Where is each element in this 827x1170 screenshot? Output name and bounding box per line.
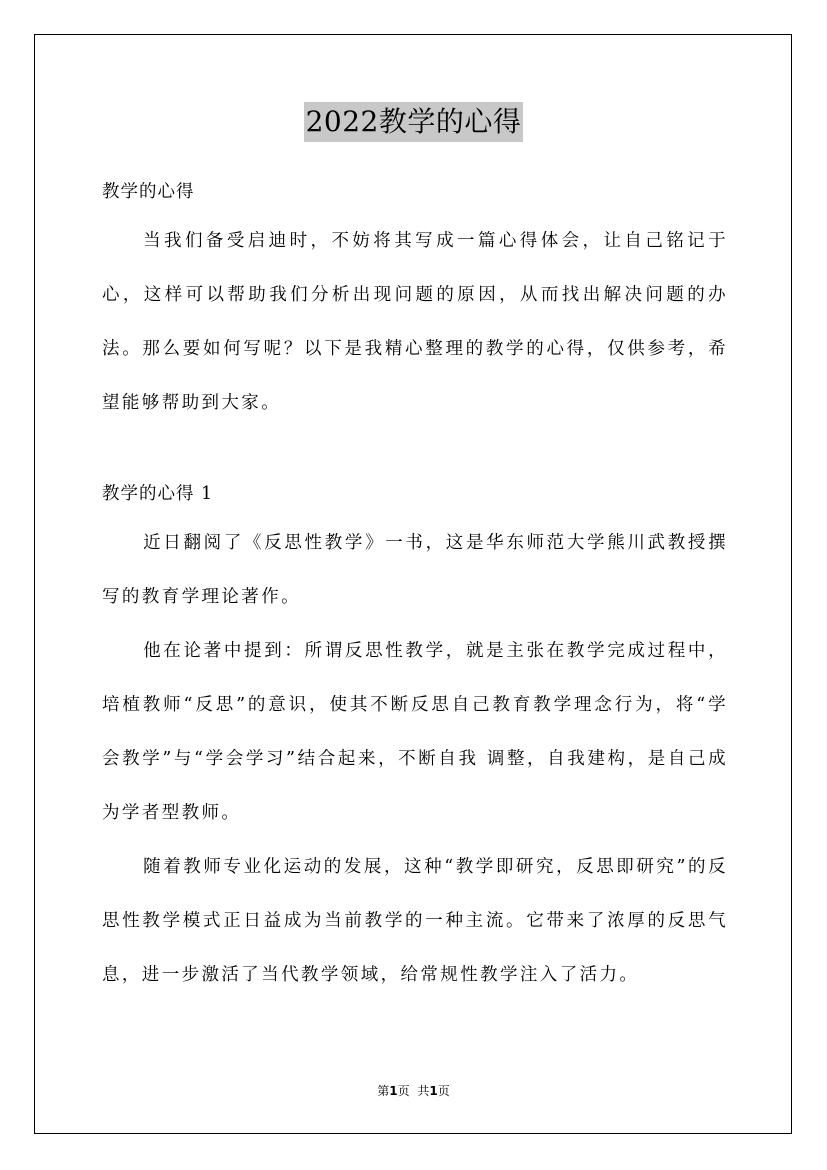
section1-heading: 教学的心得 1 (102, 484, 214, 504)
document-title: 2022教学的心得 (304, 102, 524, 142)
footer-prefix: 第 (377, 1084, 390, 1098)
title-container (0, 102, 827, 142)
intro-heading: 教学的心得 (102, 182, 195, 202)
section1-paragraph-1: 近日翻阅了《反思性教学》一书，这是华东师范大学熊川武教授撰写的教育学理论著作。 (102, 533, 728, 607)
footer-page-suffix: 页 (397, 1084, 410, 1098)
footer-page-number: 1 (389, 1084, 398, 1098)
page-footer (0, 1082, 827, 1100)
document-body (102, 172, 728, 1002)
footer-total-suffix: 页 (437, 1084, 450, 1098)
section1-paragraph-2: 他在论著中提到：所谓反思性教学，就是主张在教学完成过程中，培植教师“反思”的意识，使其不断反思自己教育教学理念行为，将“学会教学”与“学会学习”结合起来，不断自我 调整，自我建构，是自己成为学者型教师。 (102, 641, 728, 823)
intro-paragraph: 当我们备受启迪时，不妨将其写成一篇心得体会，让自己铭记于心，这样可以帮助我们分析出现问题的原因，从而找出解决问题的办法。那么要如何写呢？以下是我精心整理的教学的心得，仅供参考，希望能够帮助到大家。 (102, 231, 728, 413)
footer-total-prefix: 共 (417, 1084, 430, 1098)
section1-paragraph-3: 随着教师专业化运动的发展，这种“教学即研究，反思即研究”的反思性教学模式正日益成为当前教学的一种主流。它带来了浓厚的反思气息，进一步激活了当代教学领域，给常规性教学注入了活力。 (102, 857, 728, 985)
footer-total-pages: 1 (429, 1084, 438, 1098)
